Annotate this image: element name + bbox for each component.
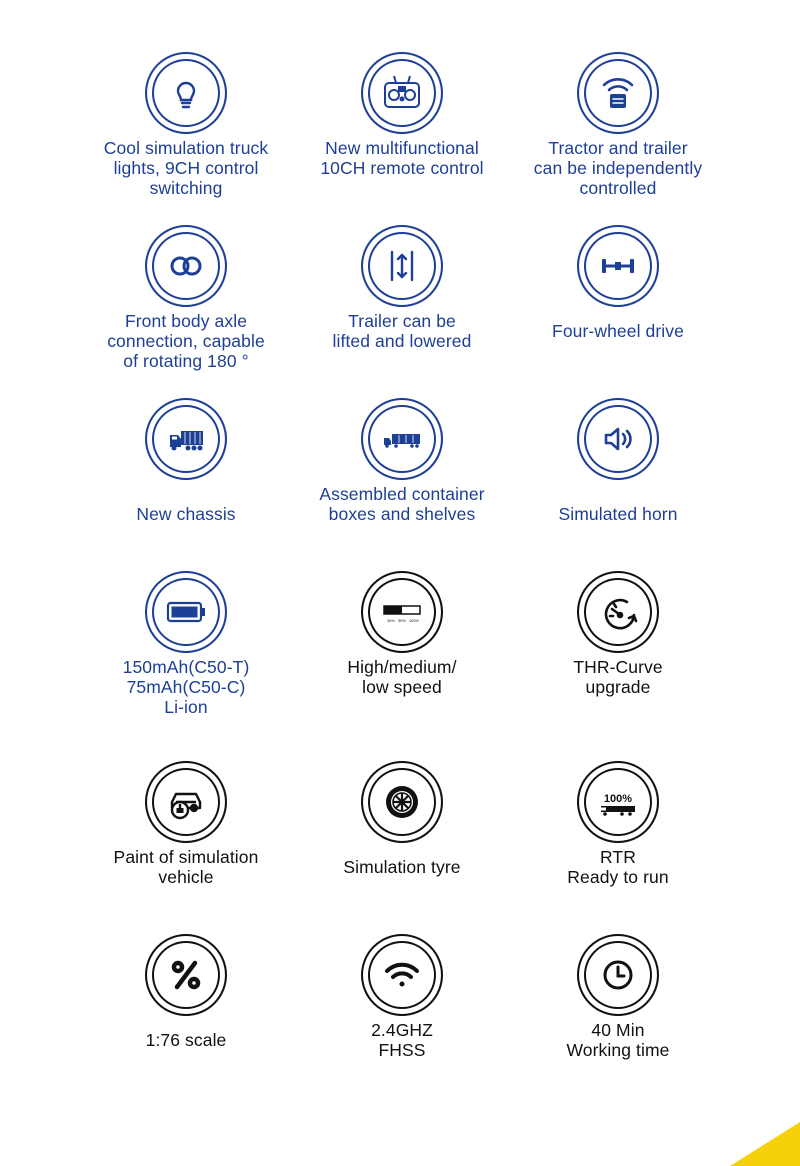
container-truck-icon xyxy=(361,398,443,480)
axle-icon xyxy=(577,225,659,307)
feature-axle-rotation xyxy=(78,225,294,398)
feature-label: 150mAh(C50-T) 75mAh(C50-C) Li-ion xyxy=(122,657,250,717)
feature-label: Simulation tyre xyxy=(343,857,461,877)
feature-simulated-horn xyxy=(510,398,726,571)
feature-four-wheel-drive xyxy=(510,225,726,398)
feature-label: RTR Ready to run xyxy=(567,847,669,887)
svg-text:50%: 50% xyxy=(398,619,406,623)
feature-label: High/medium/ low speed xyxy=(347,657,457,697)
speed-bar-icon xyxy=(361,571,443,653)
tyre-icon xyxy=(361,761,443,843)
linked-rings-icon xyxy=(145,225,227,307)
feature-independent-control xyxy=(510,52,726,225)
feature-label: THR-Curve upgrade xyxy=(573,657,663,697)
battery-icon xyxy=(145,571,227,653)
svg-text:100%: 100% xyxy=(409,619,419,623)
feature-label: 2.4GHZ FHSS xyxy=(371,1020,433,1060)
feature-label: Paint of simulation vehicle xyxy=(113,847,259,887)
feature-label: New chassis xyxy=(136,504,236,524)
speaker-icon xyxy=(577,398,659,480)
car-paint-icon xyxy=(145,761,227,843)
feature-simulation-tyre xyxy=(294,761,510,934)
percent-icon xyxy=(145,934,227,1016)
wifi-icon xyxy=(361,934,443,1016)
remote-control-icon xyxy=(361,52,443,134)
feature-container-boxes xyxy=(294,398,510,571)
feature-label: Trailer can be lifted and lowered xyxy=(332,311,472,351)
feature-throttle-curve xyxy=(510,571,726,761)
bulb-icon xyxy=(145,52,227,134)
svg-text:30%: 30% xyxy=(387,619,395,623)
feature-label: Four-wheel drive xyxy=(552,321,684,341)
feature-trailer-lift xyxy=(294,225,510,398)
ready-to-run-icon xyxy=(577,761,659,843)
feature-label: Assembled container boxes and shelves xyxy=(319,484,485,524)
feature-simulation-paint xyxy=(78,761,294,934)
feature-label: Simulated horn xyxy=(558,504,678,524)
feature-truck-lights xyxy=(78,52,294,225)
feature-ready-to-run xyxy=(510,761,726,934)
feature-grid xyxy=(78,52,726,1107)
feature-remote-control xyxy=(294,52,510,225)
feature-speed-modes xyxy=(294,571,510,761)
tractor-trailer-signal-icon xyxy=(577,52,659,134)
feature-label: Front body axle connection, capable of rotating 180 ° xyxy=(107,311,265,371)
corner-accent xyxy=(730,1122,800,1166)
feature-battery xyxy=(78,571,294,761)
feature-new-chassis xyxy=(78,398,294,571)
feature-label: Tractor and trailer can be independently controlled xyxy=(533,138,703,198)
lift-arrows-icon xyxy=(361,225,443,307)
feature-label: Cool simulation truck lights, 9CH control switching xyxy=(103,138,269,198)
truck-chassis-icon xyxy=(145,398,227,480)
svg-text:100%: 100% xyxy=(603,793,633,805)
throttle-gauge-icon xyxy=(577,571,659,653)
feature-label: 40 Min Working time xyxy=(566,1020,670,1060)
feature-frequency xyxy=(294,934,510,1107)
feature-working-time xyxy=(510,934,726,1107)
feature-label: New multifunctional 10CH remote control xyxy=(320,138,484,178)
feature-scale xyxy=(78,934,294,1107)
clock-icon xyxy=(577,934,659,1016)
feature-label: 1:76 scale xyxy=(145,1030,227,1050)
